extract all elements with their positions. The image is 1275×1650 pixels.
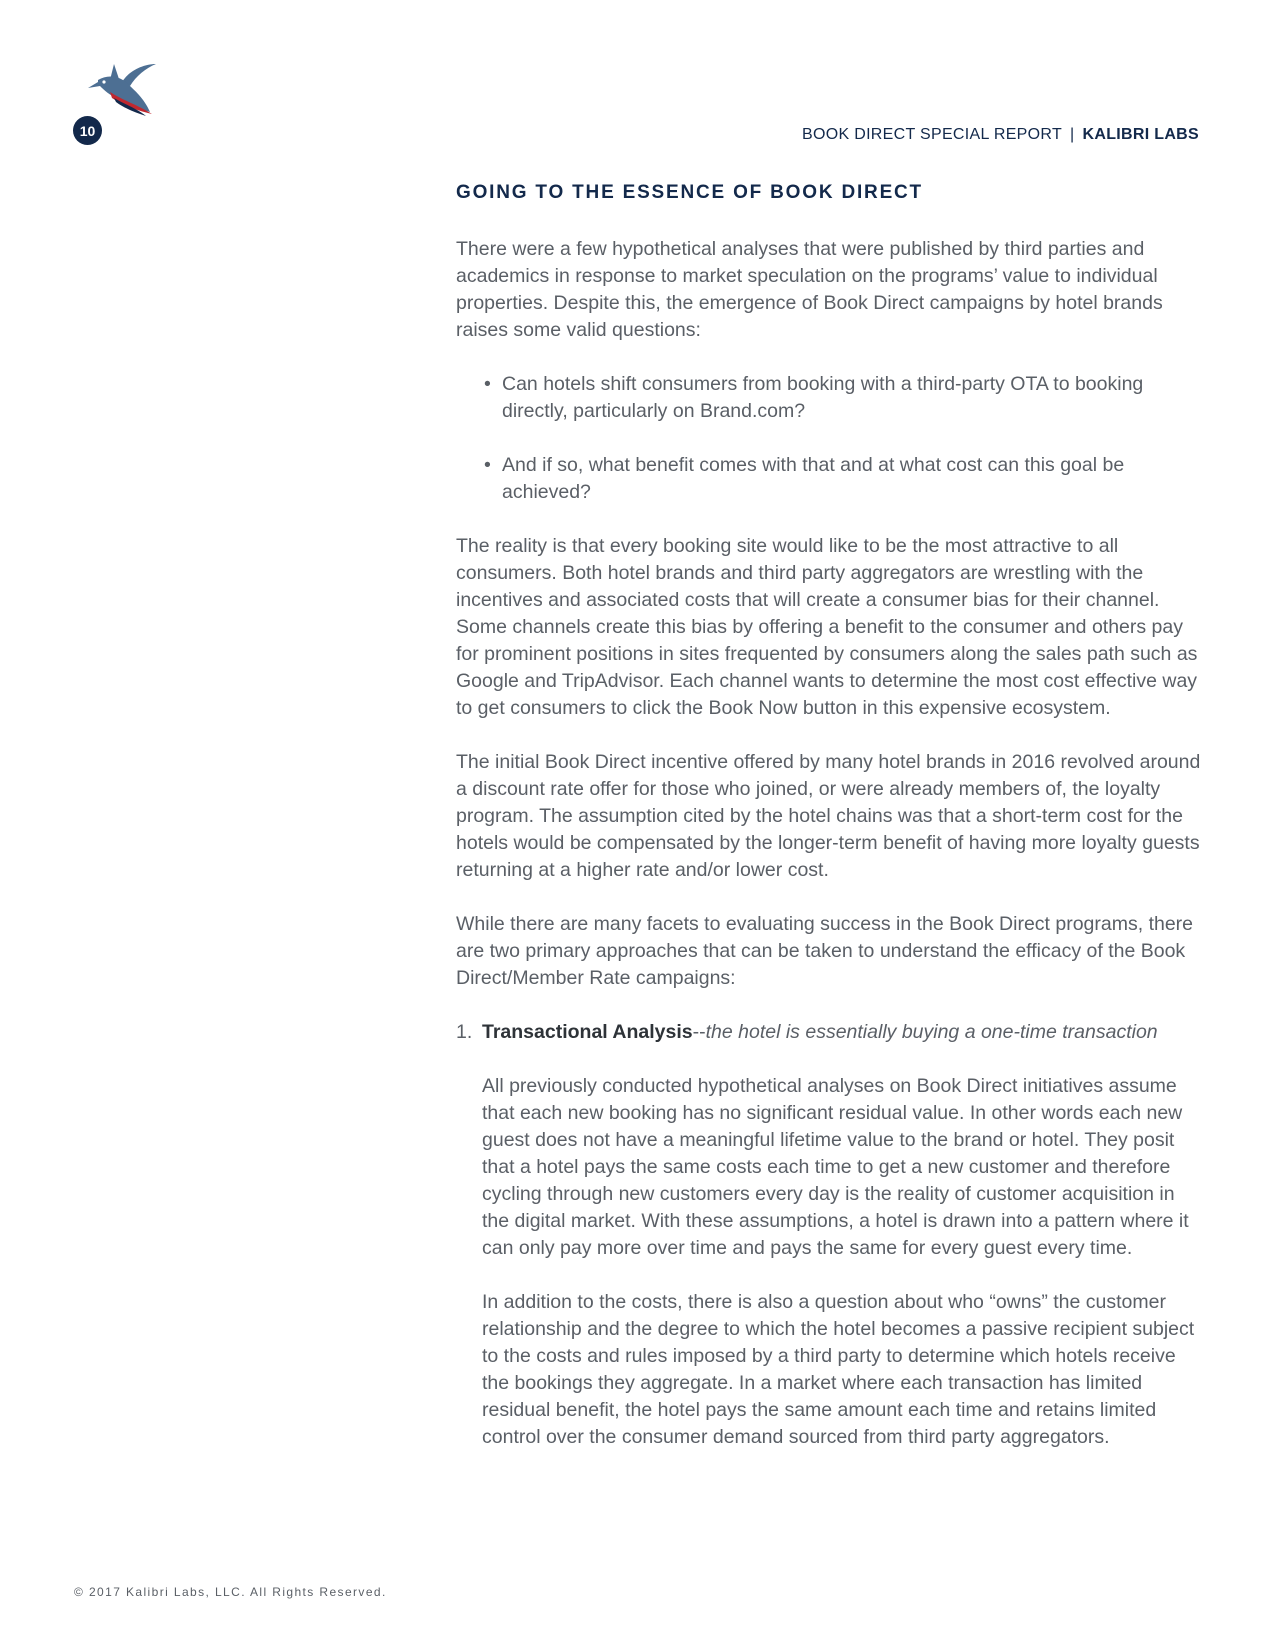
item-number: 1. (456, 1021, 473, 1043)
question-list (456, 371, 1201, 506)
item-heading (482, 1019, 1201, 1046)
approaches-paragraph: While there are many facets to evaluating success in the Book Direct programs, there are two primary approaches that can be taken to understand the efficacy of the Book Direct/Member Rate campaigns: (456, 913, 1194, 989)
copyright-footer: © 2017 Kalibri Labs, LLC. All Rights Reserved. (74, 1585, 387, 1599)
item-subtitle: the hotel is essentially buying a one-time transaction (705, 1021, 1158, 1043)
report-title: BOOK DIRECT SPECIAL REPORT (802, 126, 1063, 143)
list-item: • Can hotels shift consumers from booking with a third-party OTA to booking directly, particularly on Brand.com? (484, 371, 1201, 425)
report-header (802, 126, 1199, 144)
page-number: 10 (73, 116, 102, 145)
brand-name: KALIBRI LABS (1082, 126, 1199, 143)
list-item: • And if so, what benefit comes with that and at what cost can this goal be achieved? (484, 452, 1201, 506)
section-heading: GOING TO THE ESSENCE OF BOOK DIRECT (456, 182, 923, 203)
item-paragraph: All previously conducted hypothetical analyses on Book Direct initiatives assume that each new booking has no significant residual value. In other words each new guest does not have a meaningful lifetime value to the brand or hotel. They posit that a hotel pays the same costs each time to get a new customer and therefore cycling through new customers every day is the reality of customer acquisition in the digital market. With these assumptions, a hotel is drawn into a pattern where it can only pay more over time and pays the same for every guest every time. (482, 1075, 1189, 1259)
intro-paragraph: There were a few hypothetical analyses that were published by third parties and academics in response to market speculation on the programs’ value to individual properties. Despite this, the emergence of Book Direct campaigns by hotel brands raises some valid questions: (456, 238, 1163, 341)
item-paragraph: In addition to the costs, there is also a question about who “owns” the customer relationship and the degree to which the hotel becomes a passive recipient subject to the costs and rules imposed by a third party to determine which hotels receive the bookings they aggregate. In a market where each transaction has limited residual benefit, the hotel pays the same amount each time and retains limited control over the consumer demand sourced from third party aggregators. (482, 1291, 1195, 1448)
incentive-paragraph: The initial Book Direct incentive offered by many hotel brands in 2016 revolved around a discount rate offer for those who joined, or were already members of, the loyalty program. The assumption cited by the hotel chains was that a short-term cost for the hotels would be compensated by the longer-term benefit of having more loyalty guests returning at a higher rate and/or lower cost. (456, 751, 1201, 881)
header-separator: | (1070, 126, 1075, 143)
reality-paragraph: The reality is that every booking site would like to be the most attractive to all consumers. Both hotel brands and third party aggregators are wrestling with the incentives and associated costs that will create a consumer bias for their channel. Some channels create this bias by offering a benefit to the consumer and others pay for prominent positions in sites frequented by consumers along the sales path such as Google and TripAdvisor. Each channel wants to determine the most cost effective way to get consumers to click the Book Now button in this expensive ecosystem. (456, 535, 1198, 719)
numbered-item-transactional (456, 1019, 1201, 1451)
item-dash: -- (692, 1021, 706, 1043)
item-title: Transactional Analysis (482, 1021, 693, 1043)
article-body (456, 182, 1201, 1478)
